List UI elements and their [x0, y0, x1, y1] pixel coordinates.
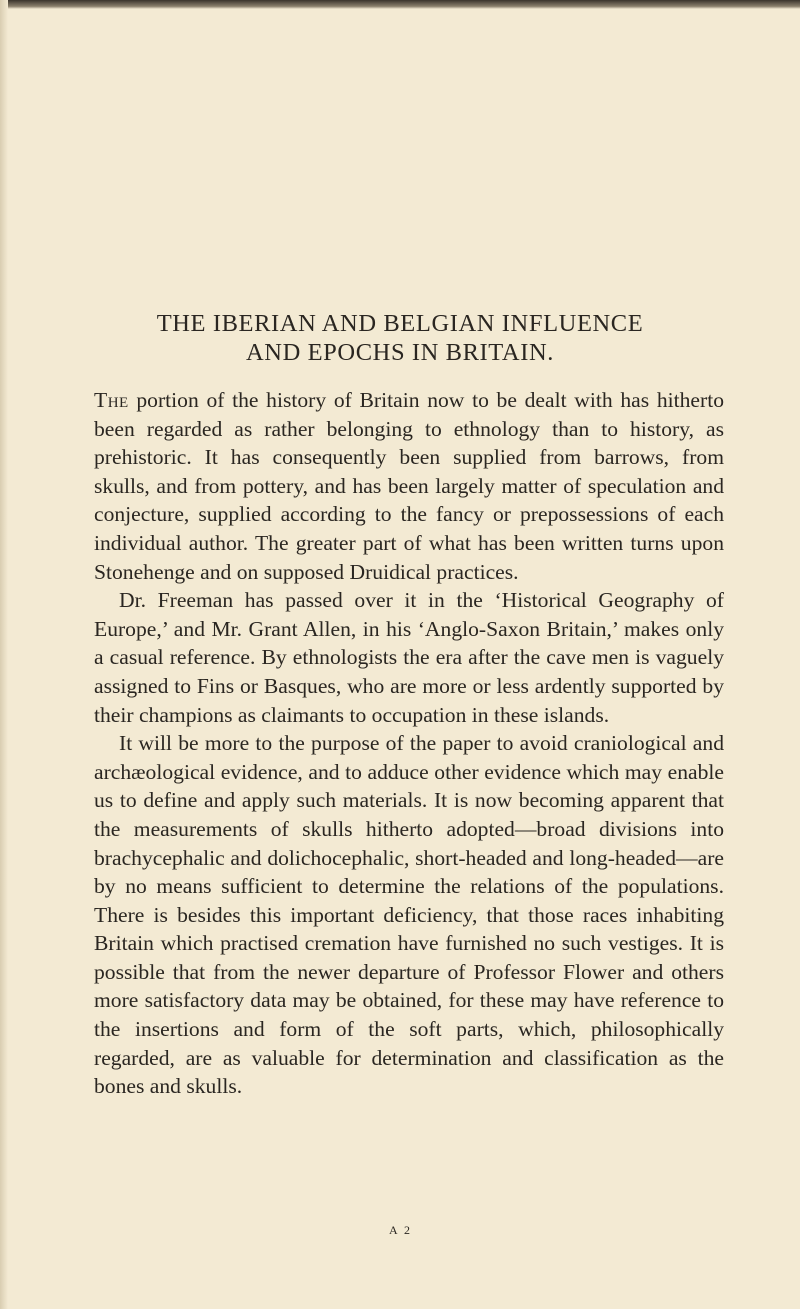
page-top-edge: [0, 0, 800, 9]
paragraph-2: Dr. Freeman has passed over it in the ‘Historical Geography of Europe,’ and Mr. Grant Allen, in his ‘Anglo-Saxon Britain,’ makes only a casual reference. By ethnologists the era after the cave men is vaguely assigned to Fins or Basques, who are more or less ardently supported by their champions as claimants to occupation in these islands.: [94, 588, 724, 727]
chapter-title: [60, 309, 740, 367]
paragraph-3: It will be more to the purpose of the paper to avoid craniological and archæological evidence, and to adduce other evidence which may enable us to define and apply such materials. It is now becoming apparent that the measurements of skulls hitherto adopted—broad divisions into brachycephalic and dolichocephalic, short-headed and long-headed—are by no means sufficient to determine the relations of the populations. There is besides this important deficiency, that those races inhabiting Britain which practised cremation have furnished no such vestiges. It is possible that from the newer departure of Professor Flower and others more satisfactory data may be obtained, for these may have reference to the insertions and form of the soft parts, which, philosophically regarded, are as valuable for determination and classification as the bones and skulls.: [94, 731, 724, 1099]
body-text: [94, 386, 724, 1101]
title-line-2: AND EPOCHS IN BRITAIN.: [246, 339, 554, 366]
title-line-1: THE IBERIAN AND BELGIAN INFLUENCE: [156, 310, 644, 337]
paragraph-1: [94, 386, 724, 586]
page-left-edge: [0, 0, 8, 1309]
paragraph-1-lead: The: [94, 388, 129, 412]
signature-mark: A 2: [389, 1223, 413, 1237]
paragraph-1-text: portion of the history of Britain now to be dealt with has hitherto been regarded as rather belonging to ethnology than to history, as prehistoric. It has consequently been supplied from barrows, from skulls, and from pottery, and has been largely matter of speculation and conjecture, supplied according to the fancy or prepossessions of each individual author. The greater part of what has been written turns upon Stonehenge and on supposed Druidical practices.: [94, 388, 724, 584]
